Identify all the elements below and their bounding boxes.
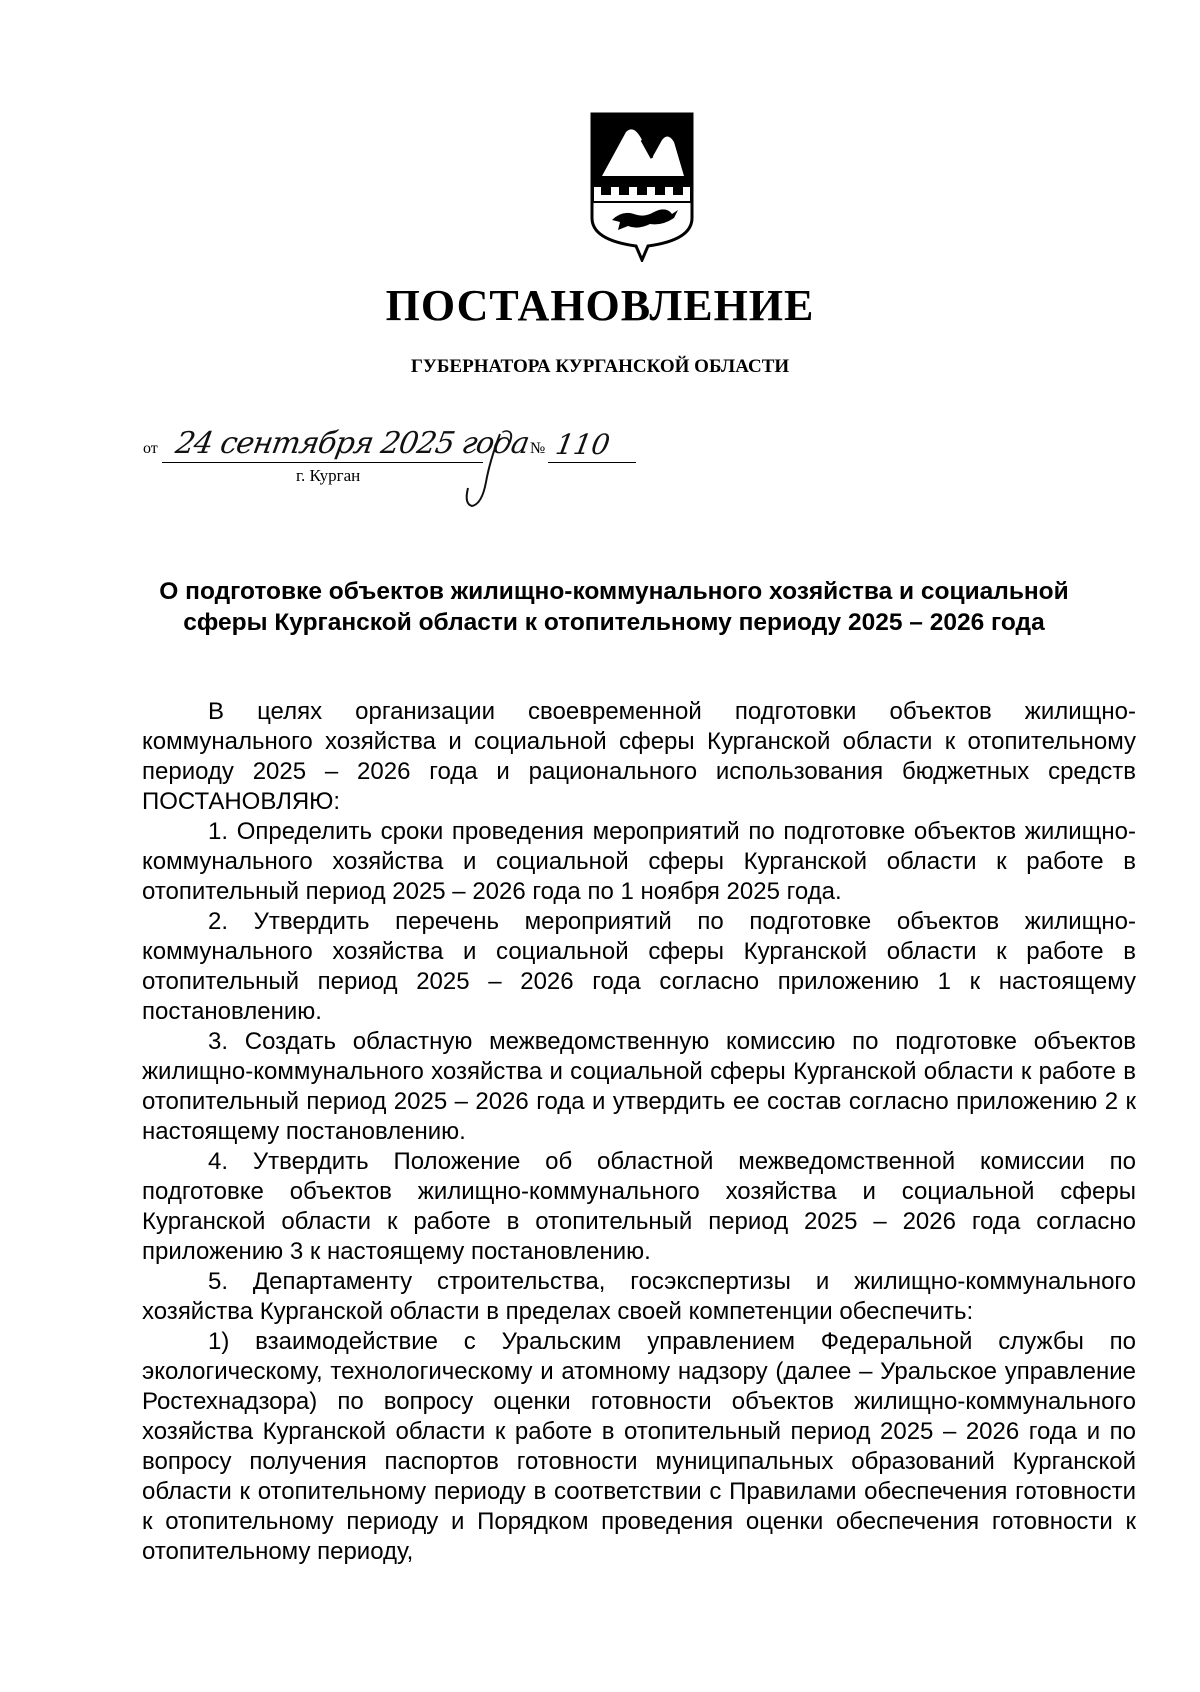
handwritten-stroke bbox=[460, 430, 520, 510]
paragraph-intro: В целях организации своевременной подготовки объектов жилищно-коммунального хозяйства и социальной сферы Курганской области к отопительному периоду 2025 – 2026 года и рационального использования бюджетных средств ПОСТАНОВЛЯЮ: bbox=[142, 698, 1136, 815]
document-subtitle: ГУБЕРНАТОРА КУРГАНСКОЙ ОБЛАСТИ bbox=[410, 356, 790, 377]
paragraph-1: 1. Определить сроки проведения мероприятий по подготовке объектов жилищно-коммунального хозяйства и социальной сферы Курганской области к работе в отопительный период 2025 – 2026 года по 1 ноября 2025 года. bbox=[142, 818, 1136, 905]
heading-line-1: О подготовке объектов жилищно-коммунального хозяйства и социальной bbox=[159, 578, 1069, 605]
paragraph-5-1: 1) взаимодействие с Уральским управлением Федеральной службы по экологическому, технологическому и атомному надзору (далее – Уральское управление Ростехнадзора) по вопросу оценки готовности объектов жилищно-коммунального хозяйства Курганской области к работе в отопительный период 2025 – 2026 года и по вопросу получения паспортов готовности муниципальных образований Курганской области к отопительному периоду в соответствии с Правилами обеспечения готовности к отопительному периоду и Порядком проведения оценки обеспечения готовности к отопительному периоду, bbox=[142, 1328, 1136, 1565]
heading-line-2: сферы Курганской области к отопительному периоду 2025 – 2026 года bbox=[183, 609, 1045, 636]
paragraph-2: 2. Утвердить перечень мероприятий по подготовке объектов жилищно-коммунального хозяйства и социальной сферы Курганской области к работе в отопительный период 2025 – 2026 года согласно приложению 1 к настоящему постановлению. bbox=[142, 908, 1136, 1025]
decree-heading bbox=[120, 576, 1108, 638]
number-label: № bbox=[530, 440, 546, 457]
coat-of-arms-emblem bbox=[588, 110, 696, 262]
handwritten-date: 24 сентября 2025 года bbox=[172, 426, 532, 461]
paragraph-3: 3. Создать областную межведомственную комиссию по подготовке объектов жилищно-коммунального хозяйства и социальной сферы Курганской области к работе в отопительный период 2025 – 2026 года и утвердить ее состав согласно приложению 2 к настоящему постановлению. bbox=[142, 1028, 1136, 1145]
number-underline bbox=[548, 462, 636, 463]
paragraph-5: 5. Департаменту строительства, госэкспертизы и жилищно-коммунального хозяйства Курганской области в пределах своей компетенции обеспечить: bbox=[142, 1268, 1136, 1325]
decree-body bbox=[142, 697, 1136, 1567]
date-underline bbox=[162, 462, 483, 463]
date-prefix: от bbox=[143, 440, 158, 457]
paragraph-4: 4. Утвердить Положение об областной межведомственной комиссии по подготовке объектов жилищно-коммунального хозяйства и социальной сферы Курганской области к работе в отопительный период 2025 – 2026 года согласно приложению 3 к настоящему постановлению. bbox=[142, 1148, 1136, 1265]
handwritten-number: 110 bbox=[553, 428, 613, 461]
city-label: г. Курган bbox=[296, 466, 361, 485]
document-title: ПОСТАНОВЛЕНИЕ bbox=[385, 281, 815, 330]
